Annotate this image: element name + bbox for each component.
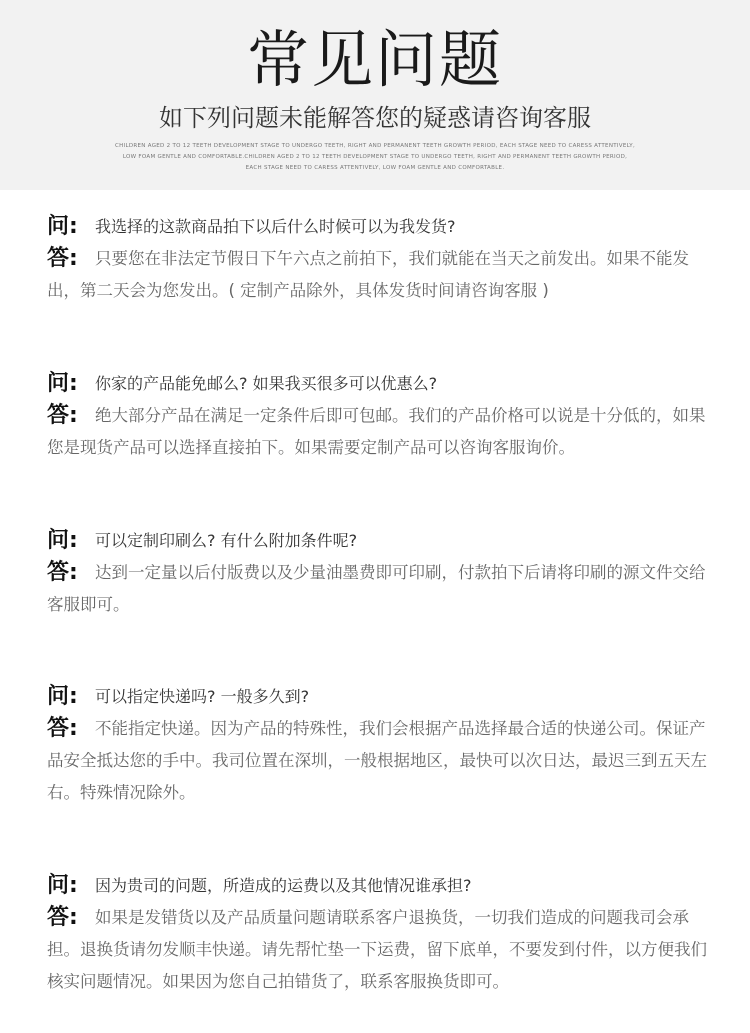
question-label: 问: <box>47 684 78 709</box>
english-decorative-text <box>100 141 650 174</box>
faq-item <box>47 870 707 998</box>
question-text: 我选择的这款商品拍下以后什么时候可以为我发货? <box>95 217 456 236</box>
faq-answer <box>47 557 707 621</box>
faq-item <box>47 525 707 621</box>
answer-text: 绝大部分产品在满足一定条件后即可包邮。我们的产品价格可以说是十分低的，如果您是现货产品可以选择直接拍下。如果需要定制产品可以咨询客服询价。 <box>47 406 706 457</box>
english-line-3: EACH STAGE NEED TO CARESS ATTENTIVELY, LOW FOAM GENTLE AND COMFORTABLE. <box>245 165 505 171</box>
question-label: 问: <box>47 371 78 396</box>
question-text: 可以指定快递吗? 一般多久到? <box>95 687 310 706</box>
faq-question <box>47 525 707 557</box>
question-label: 问: <box>47 873 78 898</box>
faq-item <box>47 211 707 307</box>
answer-text: 如果是发错货以及产品质量问题请联系客户退换货，一切我们造成的问题我司会承担。退换货请勿发顺丰快递。请先帮忙垫一下运费，留下底单，不要发到付件，以方便我们核实问题情况。如果因为您自己拍错货了，联系客服换货即可。 <box>47 908 707 991</box>
answer-text: 达到一定量以后付版费以及少量油墨费即可印刷，付款拍下后请将印刷的源文件交给客服即可。 <box>47 563 706 614</box>
faq-question <box>47 870 707 902</box>
faq-question <box>47 211 707 243</box>
question-label: 问: <box>47 214 78 239</box>
answer-text: 只要您在非法定节假日下午六点之前拍下，我们就能在当天之前发出。如果不能发出，第二天会为您发出。( 定制产品除外，具体发货时间请咨询客服 ) <box>47 249 689 300</box>
page-title: 常见问题 <box>246 23 503 96</box>
question-label: 问: <box>47 528 78 553</box>
question-text: 你家的产品能免邮么? 如果我买很多可以优惠么? <box>95 374 438 393</box>
answer-label: 答: <box>47 905 78 930</box>
faq-answer <box>47 243 707 307</box>
answer-label: 答: <box>47 716 78 741</box>
answer-text: 不能指定快递。因为产品的特殊性，我们会根据产品选择最合适的快递公司。保证产品安全抵达您的手中。我司位置在深圳，一般根据地区，最快可以次日达，最迟三到五天左右。特殊情况除外。 <box>47 719 707 802</box>
page-subtitle: 如下列问题未能解答您的疑惑请咨询客服 <box>159 104 591 132</box>
answer-label: 答: <box>47 560 78 585</box>
faq-answer <box>47 400 707 464</box>
faq-item <box>47 368 707 464</box>
header-banner <box>0 0 750 190</box>
answer-label: 答: <box>47 403 78 428</box>
question-text: 可以定制印刷么? 有什么附加条件呢? <box>95 531 358 550</box>
faq-answer <box>47 902 707 998</box>
faq-item <box>47 681 707 809</box>
answer-label: 答: <box>47 246 78 271</box>
faq-question <box>47 681 707 713</box>
english-line-2: LOW FOAM GENTLE AND COMFORTABLE.CHILDREN AGED 2 TO 12 TEETH DEVELOPMENT STAGE TO UNDERGO TEETH, RIGHT AND PERMANENT TEETH GROWTH PERIOD, <box>122 154 628 160</box>
faq-question <box>47 368 707 400</box>
faq-answer <box>47 713 707 809</box>
english-line-1: CHILDREN AGED 2 TO 12 TEETH DEVELOPMENT STAGE TO UNDERGO TEETH, RIGHT AND PERMANENT TEETH GROWTH PERIOD, EACH STAGE NEED TO CARESS ATTENTIVELY, <box>114 143 635 149</box>
question-text: 因为贵司的问题，所造成的运费以及其他情况谁承担? <box>95 876 472 895</box>
